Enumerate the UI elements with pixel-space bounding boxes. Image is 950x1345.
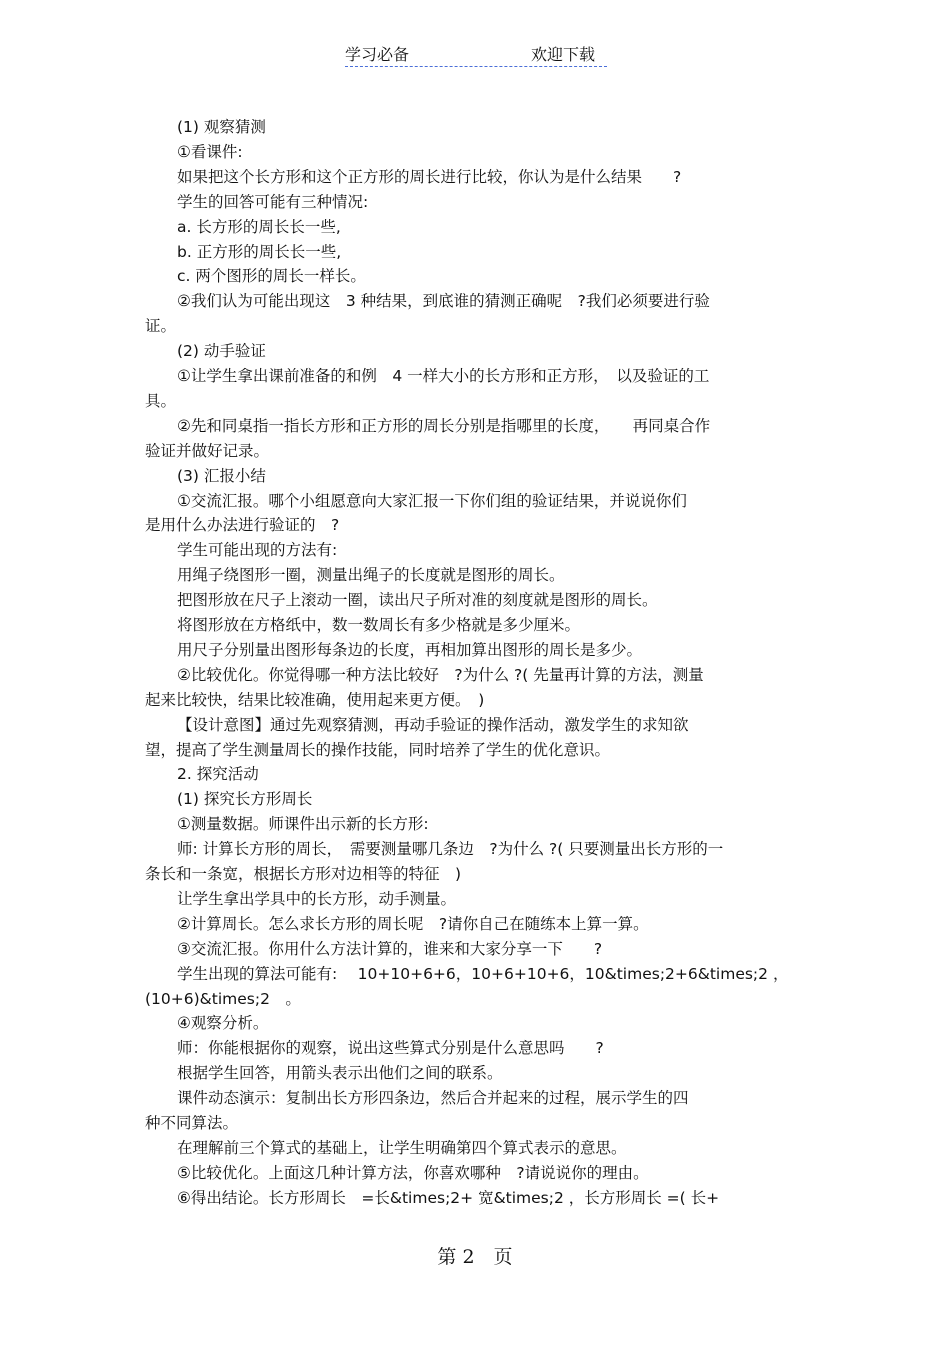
- text-line: 根据学生回答，用箭头表示出他们之间的联系。: [177, 1064, 503, 1083]
- text-line: a. 长方形的周长长一些,: [177, 217, 341, 236]
- text-line: (2) 动手验证: [177, 342, 266, 361]
- text-line: 具。: [145, 391, 177, 410]
- text-line: 师: 计算长方形的周长， 需要测量哪几条边 ?为什么 ?( 只要测量出长方形的一: [177, 840, 724, 859]
- text-line: ②比较优化。你觉得哪一种方法比较好 ?为什么 ?( 先量再计算的方法，测量: [177, 665, 704, 684]
- text-line: 用尺子分别量出图形每条边的长度，再相加算出图形的周长是多少。: [177, 640, 643, 659]
- page-number: 第 2 页: [437, 1246, 513, 1268]
- text-line: (1) 观察猜测: [177, 118, 266, 136]
- text-line: 证。: [145, 317, 177, 336]
- text-line: 将图形放在方格纸中，数一数周长有多少格就是多少厘米。: [177, 616, 581, 634]
- text-line: 条长和一条宽，根据长方形对边相等的特征 ): [145, 865, 462, 883]
- text-line: (1) 探究长方形周长: [177, 790, 313, 809]
- text-line: c. 两个图形的周长一样长。: [177, 267, 366, 286]
- text-line: ②先和同桌指一指长方形和正方形的周长分别是指哪里的长度， 再同桌合作: [177, 416, 711, 435]
- text-line: 验证并做好记录。: [145, 441, 270, 460]
- text-line: 让学生拿出学具中的长方形，动手测量。: [177, 889, 457, 908]
- text-line: ⑥得出结论。长方形周长 =长&times;2+ 宽&times;2 ，长方形周长 =( 长+: [177, 1188, 720, 1207]
- text-line: 【设计意图】通过先观察猜测，再动手验证的操作活动，激发学生的求知欲: [177, 715, 689, 734]
- text-line: ②计算周长。怎么求长方形的周长呢 ?请你自己在随练本上算一算。: [177, 914, 649, 933]
- text-line: 望，提高了学生测量周长的操作技能，同时培养了学生的优化意识。: [145, 740, 611, 759]
- page-header: [345, 42, 607, 67]
- text-line: ⑤比较优化。上面这几种计算方法，你喜欢哪种 ?请说说你的理由。: [177, 1163, 649, 1182]
- text-line: 把图形放在尺子上滚动一圈，读出尺子所对准的刻度就是图形的周长。: [177, 591, 658, 610]
- text-line: 在理解前三个算式的基础上，让学生明确第四个算式表示的意思。: [177, 1138, 627, 1157]
- text-line: 2. 探究活动: [177, 765, 259, 784]
- text-line: ①测量数据。师课件出示新的长方形:: [177, 815, 429, 834]
- text-line: ②我们认为可能出现这 3 种结果，到底谁的猜测正确呢 ?我们必须要进行验: [177, 292, 710, 311]
- text-line: 如果把这个长方形和这个正方形的周长进行比较，你认为是什么结果 ?: [177, 167, 682, 186]
- text-line: b. 正方形的周长长一些,: [177, 242, 342, 261]
- text-line: 学生的回答可能有三种情况:: [177, 192, 369, 211]
- header-right-text: 欢迎下载: [531, 45, 596, 64]
- text-line: ①看课件:: [177, 142, 243, 161]
- header-left-text: 学习必备: [345, 45, 410, 64]
- text-line: 用绳子绕图形一圈，测量出绳子的长度就是图形的周长。: [177, 566, 565, 585]
- text-line: (3) 汇报小结: [177, 466, 266, 485]
- text-line: ①让学生拿出课前准备的和例 4 一样大小的长方形和正方形， 以及验证的工: [177, 367, 710, 385]
- text-line: 是用什么办法进行验证的 ?: [145, 516, 340, 535]
- text-line: 师：你能根据你的观察，说出这些算式分别是什么意思吗 ?: [177, 1039, 604, 1058]
- text-line: 学生出现的算法可能有: 10+10+6+6，10+6+10+6，10&times;2+6&times;2 ，: [177, 964, 789, 983]
- text-line: 起来比较快，结果比较准确，使用起来更方便。 ): [145, 690, 485, 709]
- text-line: ③交流汇报。你用什么方法计算的，谁来和大家分享一下 ?: [177, 939, 603, 958]
- text-line: (10+6)&times;2 。: [145, 989, 301, 1008]
- text-line: ④观察分析。: [177, 1014, 269, 1033]
- text-line: 种不同算法。: [145, 1114, 239, 1132]
- text-line: 学生可能出现的方法有:: [177, 541, 338, 560]
- text-line: 课件动态演示：复制出长方形四条边，然后合并起来的过程，展示学生的四: [177, 1089, 689, 1108]
- text-line: ①交流汇报。哪个小组愿意向大家汇报一下你们组的验证结果，并说说你们: [177, 491, 687, 510]
